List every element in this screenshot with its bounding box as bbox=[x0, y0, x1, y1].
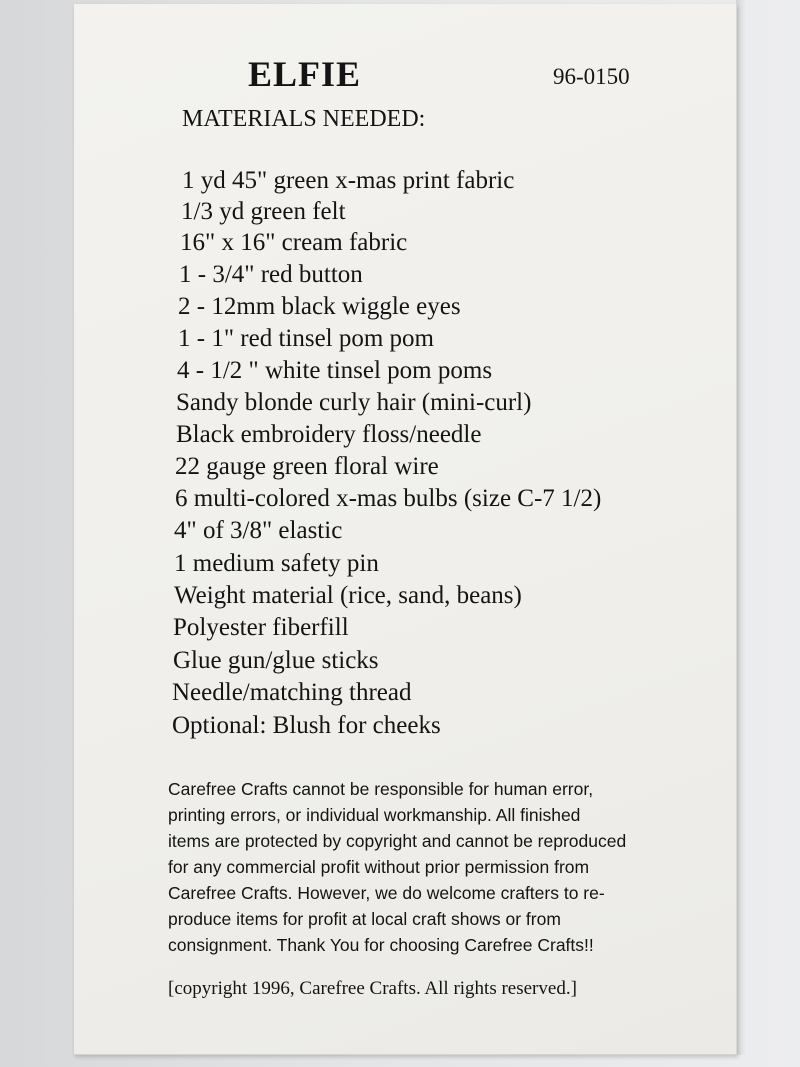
disclaimer-line: Carefree Crafts. However, we do welcome crafters to re- bbox=[168, 883, 605, 903]
material-item: 1 - 1" red tinsel pom pom bbox=[178, 325, 435, 352]
material-item: 1/3 yd green felt bbox=[181, 198, 346, 225]
material-item: 6 multi-colored x-mas bulbs (size C-7 1/2) bbox=[175, 485, 602, 512]
material-item: 22 gauge green floral wire bbox=[175, 453, 439, 480]
material-item: Glue gun/glue sticks bbox=[173, 647, 379, 674]
material-item: 4 - 1/2 " white tinsel pom poms bbox=[177, 357, 493, 384]
disclaimer-line: for any commercial profit without prior permission from bbox=[168, 857, 590, 877]
pattern-title: ELFIE bbox=[248, 54, 362, 94]
disclaimer-line: consignment. Thank You for choosing Carefree Crafts!! bbox=[168, 935, 594, 955]
material-item: 1 yd 45" green x-mas print fabric bbox=[182, 167, 515, 194]
material-item: Polyester fiberfill bbox=[173, 614, 349, 641]
material-item: Black embroidery floss/needle bbox=[176, 421, 482, 448]
card-shadow bbox=[736, 0, 746, 1055]
material-item: Sandy blonde curly hair (mini-curl) bbox=[176, 389, 532, 416]
material-item: 1 medium safety pin bbox=[174, 550, 379, 577]
material-item: Weight material (rice, sand, beans) bbox=[174, 582, 522, 609]
disclaimer-line: items are protected by copyright and cannot be reproduced bbox=[168, 831, 627, 851]
disclaimer-paragraph bbox=[168, 776, 678, 958]
disclaimer-line: printing errors, or individual workmanship. All finished bbox=[168, 805, 581, 825]
material-item: 16" x 16" cream fabric bbox=[180, 229, 408, 256]
material-item: 2 - 12mm black wiggle eyes bbox=[178, 293, 461, 320]
material-item: Optional: Blush for cheeks bbox=[172, 712, 441, 739]
disclaimer-line: produce items for profit at local craft shows or from bbox=[168, 909, 561, 929]
pattern-code: 96-0150 bbox=[553, 64, 630, 89]
materials-heading: MATERIALS NEEDED: bbox=[182, 106, 426, 132]
copyright-notice: [copyright 1996, Carefree Crafts. All rights reserved.] bbox=[168, 978, 577, 999]
disclaimer-line: Carefree Crafts cannot be responsible for human error, bbox=[168, 779, 594, 799]
material-item: Needle/matching thread bbox=[172, 679, 412, 706]
material-item: 4" of 3/8" elastic bbox=[174, 517, 343, 544]
material-item: 1 - 3/4" red button bbox=[179, 261, 363, 288]
